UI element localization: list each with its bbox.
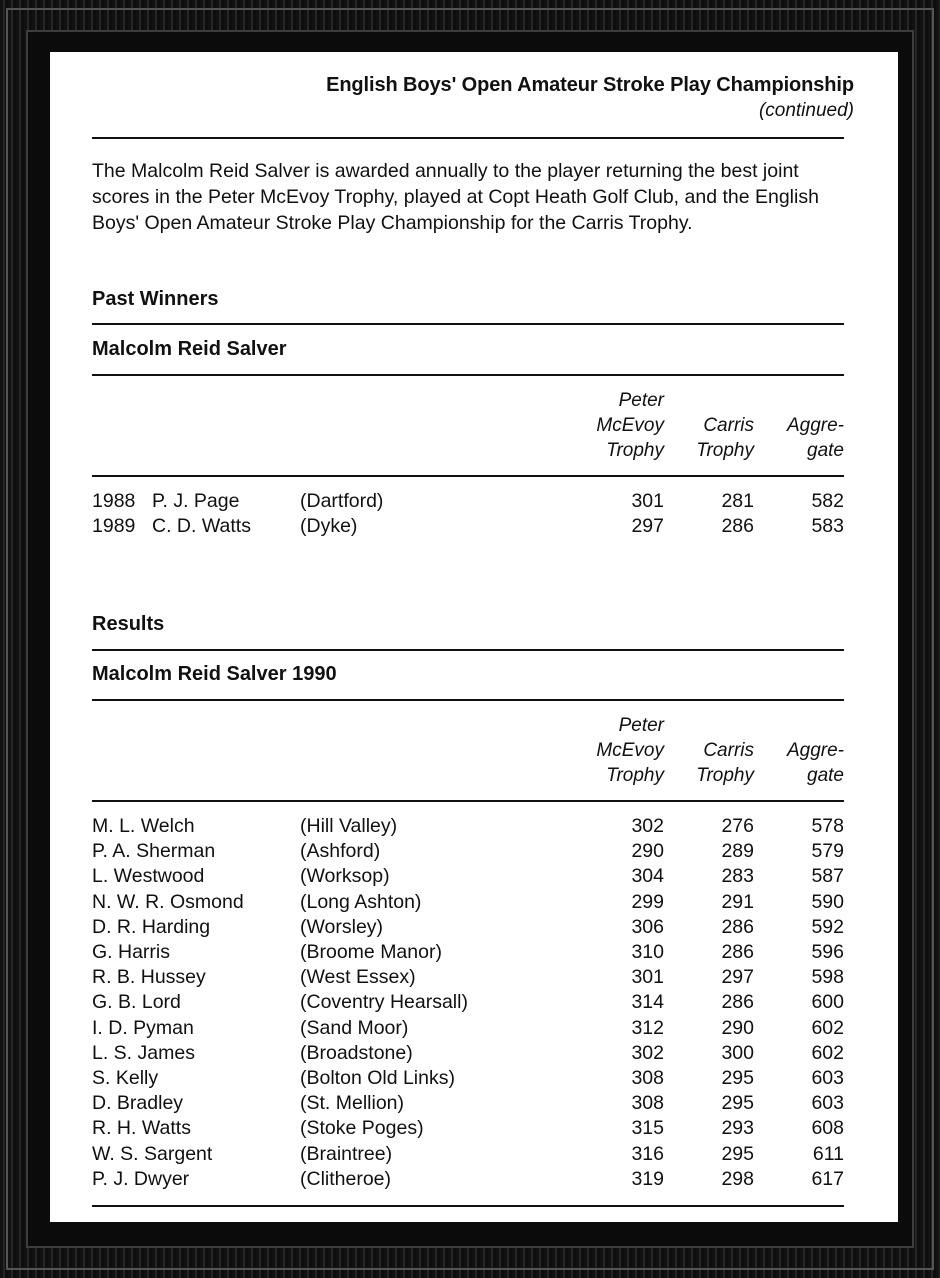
- carris-score-cell: 295: [721, 1067, 754, 1089]
- column-header-line: Carris: [703, 415, 754, 436]
- table-row: [92, 815, 844, 840]
- divider: [92, 374, 844, 376]
- divider: [92, 475, 844, 477]
- player-name-cell: W. S. Sargent: [92, 1142, 213, 1165]
- column-header-line: Trophy: [606, 440, 664, 461]
- table-row: [92, 1117, 844, 1142]
- aggregate-score-cell: 590: [811, 890, 844, 913]
- carris-score-cell: 295: [721, 1142, 754, 1165]
- player-name-cell: P. J. Dwyer: [92, 1167, 190, 1190]
- column-header-aggregate: [734, 738, 844, 788]
- aggregate-score-cell: 596: [811, 941, 844, 963]
- column-header-line: Trophy: [696, 440, 754, 461]
- carris-score-cell: 286: [721, 941, 754, 963]
- table-row: [92, 891, 844, 916]
- mcevoy-score-cell: 316: [631, 1142, 664, 1165]
- mcevoy-score-cell: 319: [631, 1167, 664, 1190]
- club-cell: (Ashford): [300, 840, 381, 863]
- carris-score-cell: 289: [721, 840, 754, 863]
- aggregate-score-cell: 603: [811, 1092, 844, 1115]
- table-row: [92, 865, 844, 890]
- mcevoy-score-cell: 314: [631, 991, 664, 1014]
- mcevoy-score-cell: 308: [631, 1092, 664, 1115]
- club-cell: (Worsley): [300, 915, 384, 938]
- divider: [92, 649, 844, 651]
- mcevoy-score-cell: 315: [631, 1117, 664, 1140]
- carris-score-cell: 286: [721, 991, 754, 1014]
- divider: [92, 137, 844, 139]
- column-header-line: Trophy: [696, 765, 754, 786]
- intro-paragraph: The Malcolm Reid Salver is awarded annually to the player returning the best joint scores in the Peter McEvoy Trophy, played at Copt Heath Golf Club, and the English Boys' Open Amateur Stroke Play Championship for the Carris Trophy.: [92, 160, 819, 234]
- aggregate-score-cell: 600: [811, 991, 844, 1014]
- club-cell: (Worksop): [300, 865, 390, 888]
- player-name-cell: C. D. Watts: [152, 515, 251, 538]
- mcevoy-score-cell: 297: [631, 515, 664, 538]
- carris-score-cell: 297: [721, 966, 754, 989]
- player-name-cell: N. W. R. Osmond: [92, 890, 244, 913]
- page-title: English Boys' Open Amateur Stroke Play Championship: [326, 74, 854, 96]
- continued-label: (continued): [758, 100, 854, 121]
- column-header-line: Peter: [618, 715, 664, 736]
- mcevoy-score-cell: 304: [631, 865, 664, 888]
- table-row: [92, 1067, 844, 1092]
- aggregate-score-cell: 583: [811, 515, 844, 538]
- aggregate-score-cell: 617: [811, 1167, 844, 1190]
- column-header-line: Aggre-: [786, 415, 844, 436]
- mcevoy-score-cell: 308: [631, 1067, 664, 1089]
- player-name-cell: I. D. Pyman: [92, 1016, 194, 1039]
- column-header-line: McEvoy: [596, 740, 664, 761]
- carris-score-cell: 283: [721, 865, 754, 888]
- table-row: [92, 916, 844, 941]
- aggregate-score-cell: 582: [811, 490, 844, 512]
- club-cell: (West Essex): [300, 966, 416, 989]
- carris-score-cell: 286: [721, 515, 754, 538]
- table-row: [92, 490, 844, 515]
- mcevoy-score-cell: 312: [631, 1016, 664, 1039]
- divider: [92, 323, 844, 325]
- player-name-cell: G. Harris: [92, 941, 170, 963]
- results-subheading: Malcolm Reid Salver 1990: [92, 663, 337, 685]
- carris-score-cell: 286: [721, 915, 754, 938]
- table-row: [92, 840, 844, 865]
- aggregate-score-cell: 611: [812, 1142, 844, 1165]
- club-cell: (Coventry Hearsall): [300, 991, 468, 1014]
- carris-score-cell: 291: [721, 890, 754, 913]
- player-name-cell: M. L. Welch: [92, 815, 195, 837]
- column-header-line: McEvoy: [596, 415, 664, 436]
- carris-score-cell: 298: [721, 1167, 754, 1190]
- aggregate-score-cell: 602: [811, 1041, 844, 1064]
- aggregate-score-cell: 602: [811, 1016, 844, 1039]
- club-cell: (Dyke): [300, 515, 358, 538]
- document-page: [50, 52, 898, 1222]
- mcevoy-score-cell: 299: [631, 890, 664, 913]
- carris-score-cell: 276: [721, 815, 754, 837]
- club-cell: (St. Mellion): [300, 1092, 405, 1115]
- divider: [92, 699, 844, 701]
- column-header-line: Trophy: [606, 765, 664, 786]
- carris-score-cell: 295: [721, 1092, 754, 1115]
- year-cell: 1989: [92, 515, 136, 538]
- mcevoy-score-cell: 302: [631, 1041, 664, 1064]
- player-name-cell: P. A. Sherman: [92, 840, 216, 863]
- player-name-cell: G. B. Lord: [92, 991, 181, 1014]
- column-header-line: Peter: [618, 390, 664, 411]
- player-name-cell: L. Westwood: [92, 865, 205, 888]
- aggregate-score-cell: 592: [811, 915, 844, 938]
- carris-score-cell: 300: [721, 1041, 754, 1064]
- mcevoy-score-cell: 301: [631, 966, 664, 989]
- club-cell: (Bolton Old Links): [300, 1067, 455, 1089]
- column-header-line: Carris: [703, 740, 754, 761]
- player-name-cell: R. B. Hussey: [92, 966, 206, 989]
- club-cell: (Dartford): [300, 490, 384, 512]
- player-name-cell: L. S. James: [92, 1041, 195, 1064]
- column-header-aggregate: [734, 413, 844, 463]
- player-name-cell: R. H. Watts: [92, 1117, 191, 1140]
- column-header-line: gate: [807, 765, 844, 786]
- carris-score-cell: 281: [721, 490, 754, 512]
- club-cell: (Stoke Poges): [300, 1117, 424, 1140]
- aggregate-score-cell: 598: [811, 966, 844, 989]
- club-cell: (Long Ashton): [300, 890, 422, 913]
- column-header-line: gate: [807, 440, 844, 461]
- table-row: [92, 1092, 844, 1117]
- player-name-cell: D. R. Harding: [92, 915, 211, 938]
- player-name-cell: S. Kelly: [92, 1067, 159, 1089]
- column-header-line: Aggre-: [786, 740, 844, 761]
- mcevoy-score-cell: 290: [631, 840, 664, 863]
- results-heading: Results: [92, 613, 165, 635]
- divider: [92, 800, 844, 802]
- aggregate-score-cell: 608: [811, 1117, 844, 1140]
- player-name-cell: P. J. Page: [152, 490, 240, 512]
- club-cell: (Clitheroe): [300, 1167, 392, 1190]
- carris-score-cell: 290: [721, 1016, 754, 1039]
- aggregate-score-cell: 587: [811, 865, 844, 888]
- club-cell: (Sand Moor): [300, 1016, 409, 1039]
- aggregate-score-cell: 578: [811, 815, 844, 837]
- table-row: [92, 1168, 844, 1193]
- past-winners-subheading: Malcolm Reid Salver: [92, 338, 287, 360]
- table-row: [92, 966, 844, 991]
- aggregate-score-cell: 603: [811, 1067, 844, 1089]
- mcevoy-score-cell: 301: [631, 490, 664, 512]
- player-name-cell: D. Bradley: [92, 1092, 184, 1115]
- table-row: [92, 515, 844, 540]
- table-row: [92, 1042, 844, 1067]
- carris-score-cell: 293: [721, 1117, 754, 1140]
- mcevoy-score-cell: 310: [631, 941, 664, 963]
- club-cell: (Broome Manor): [300, 941, 442, 963]
- aggregate-score-cell: 579: [811, 840, 844, 863]
- club-cell: (Hill Valley): [300, 815, 398, 837]
- table-row: [92, 941, 844, 966]
- club-cell: (Braintree): [300, 1142, 393, 1165]
- club-cell: (Broadstone): [300, 1041, 413, 1064]
- table-row: [92, 991, 844, 1016]
- year-cell: 1988: [92, 490, 136, 512]
- mcevoy-score-cell: 302: [631, 815, 664, 837]
- table-row: [92, 1143, 844, 1168]
- past-winners-heading: Past Winners: [92, 288, 219, 310]
- mcevoy-score-cell: 306: [631, 915, 664, 938]
- divider: [92, 1205, 844, 1207]
- table-row: [92, 1017, 844, 1042]
